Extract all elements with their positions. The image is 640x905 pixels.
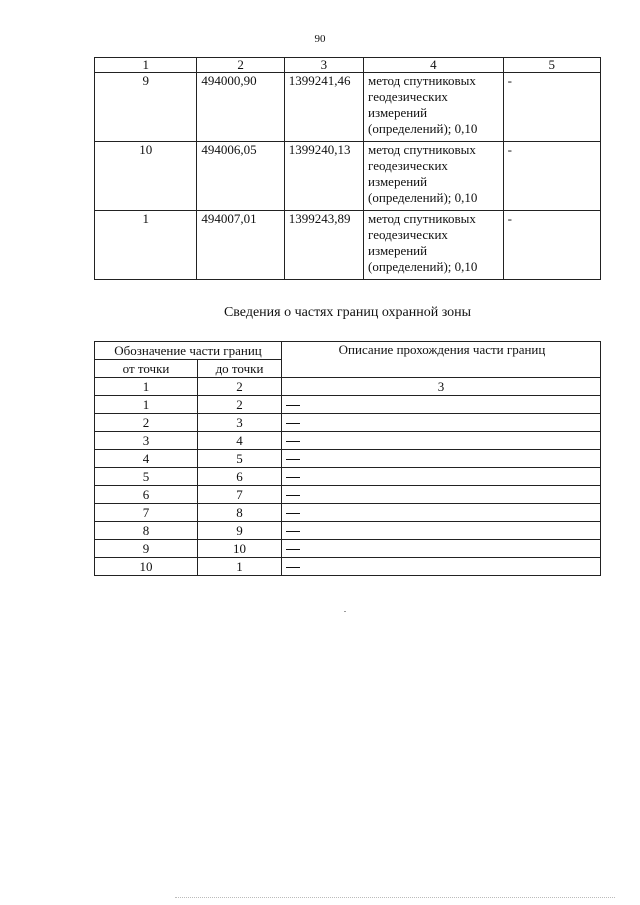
description-cell	[282, 504, 601, 522]
table-row	[95, 486, 601, 504]
scan-speck	[344, 611, 346, 612]
table-row	[95, 468, 601, 486]
point-number: 1	[95, 211, 197, 280]
dash-mark	[286, 459, 300, 460]
to-point: 1	[198, 558, 282, 576]
point-number: 10	[95, 142, 197, 211]
section-title: Сведения о частях границ охранной зоны	[223, 305, 472, 320]
point-number: 9	[95, 73, 197, 142]
table-row	[95, 504, 601, 522]
table-row	[95, 432, 601, 450]
from-point: 8	[95, 522, 198, 540]
dash-mark	[286, 567, 300, 568]
index-col-3: 3	[282, 378, 601, 396]
dash-mark	[286, 423, 300, 424]
to-point: 4	[198, 432, 282, 450]
dash-mark	[286, 495, 300, 496]
dash-mark	[286, 477, 300, 478]
coordinates-header-row	[95, 58, 601, 73]
dash-mark	[286, 531, 300, 532]
description-cell	[282, 522, 601, 540]
parts-header-row	[95, 342, 601, 360]
from-point: 6	[95, 486, 198, 504]
header-col-3: 3	[284, 58, 363, 73]
coordinate-y: 1399241,46	[284, 73, 363, 142]
from-point: 9	[95, 540, 198, 558]
description-cell	[282, 468, 601, 486]
to-point: 10	[198, 540, 282, 558]
index-col-1: 1	[95, 378, 198, 396]
coordinate-y: 1399243,89	[284, 211, 363, 280]
header-boundary-designation: Обозначение части границ	[95, 342, 282, 360]
header-boundary-description: Описание прохождения части границ	[282, 342, 601, 378]
table-row	[95, 558, 601, 576]
index-col-2: 2	[198, 378, 282, 396]
page-number: 90	[314, 33, 326, 45]
from-point: 1	[95, 396, 198, 414]
header-col-4: 4	[364, 58, 504, 73]
description-cell	[282, 450, 601, 468]
header-col-1: 1	[95, 58, 197, 73]
header-col-5: 5	[503, 58, 600, 73]
to-point: 2	[198, 396, 282, 414]
header-from-point: от точки	[95, 360, 198, 378]
boundary-parts-table	[94, 341, 601, 576]
table-row	[95, 396, 601, 414]
method-description: метод спутниковых геодезических измерений (определений); 0,10	[364, 73, 504, 142]
note: -	[503, 73, 600, 142]
to-point: 3	[198, 414, 282, 432]
dash-mark	[286, 513, 300, 514]
header-to-point: до точки	[198, 360, 282, 378]
description-cell	[282, 414, 601, 432]
from-point: 3	[95, 432, 198, 450]
table-row	[95, 211, 601, 280]
table-row	[95, 73, 601, 142]
description-cell	[282, 486, 601, 504]
to-point: 6	[198, 468, 282, 486]
dash-mark	[286, 549, 300, 550]
method-description: метод спутниковых геодезических измерений (определений); 0,10	[364, 211, 504, 280]
parts-index-row	[95, 378, 601, 396]
coordinate-x: 494000,90	[197, 73, 284, 142]
from-point: 2	[95, 414, 198, 432]
table-row	[95, 142, 601, 211]
dash-mark	[286, 441, 300, 442]
table-row	[95, 414, 601, 432]
coordinate-y: 1399240,13	[284, 142, 363, 211]
coordinate-x: 494006,05	[197, 142, 284, 211]
from-point: 5	[95, 468, 198, 486]
table-row	[95, 540, 601, 558]
description-cell	[282, 558, 601, 576]
from-point: 7	[95, 504, 198, 522]
coordinate-x: 494007,01	[197, 211, 284, 280]
note: -	[503, 211, 600, 280]
from-point: 10	[95, 558, 198, 576]
to-point: 7	[198, 486, 282, 504]
table-row	[95, 450, 601, 468]
footer-scan-artifact	[175, 897, 615, 901]
note: -	[503, 142, 600, 211]
dash-mark	[286, 405, 300, 406]
table-row	[95, 522, 601, 540]
description-cell	[282, 396, 601, 414]
method-description: метод спутниковых геодезических измерений (определений); 0,10	[364, 142, 504, 211]
to-point: 9	[198, 522, 282, 540]
from-point: 4	[95, 450, 198, 468]
coordinates-table	[94, 57, 601, 280]
to-point: 5	[198, 450, 282, 468]
description-cell	[282, 432, 601, 450]
to-point: 8	[198, 504, 282, 522]
description-cell	[282, 540, 601, 558]
header-col-2: 2	[197, 58, 284, 73]
